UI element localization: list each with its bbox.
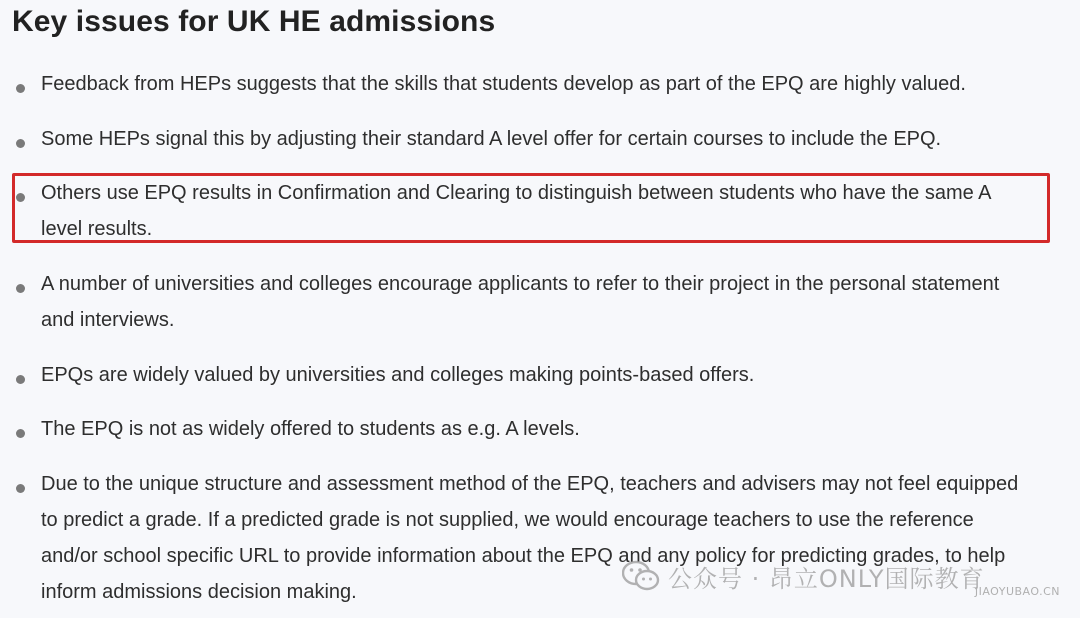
wechat-icon (622, 560, 660, 592)
list-item-text: A number of universities and colleges encourage applicants to refer to their project in the personal statement and interviews. (41, 273, 1000, 331)
bullet-icon (16, 84, 25, 93)
bullet-icon (16, 484, 25, 493)
bullet-icon (16, 429, 25, 438)
list-item-text: Due to the unique structure and assessment method of the EPQ, teachers and advisers may not feel equipped to predict a grade. If a predicted grade is not supplied, we would encourage teachers to use the reference and/or school specific URL to provide information about the EPQ and any policy for predicting grades, to help inform admissions decision making. (41, 473, 1019, 603)
list-item-text: The EPQ is not as widely offered to students as e.g. A levels. (41, 418, 580, 440)
page-title: Key issues for UK HE admissions (12, 5, 496, 38)
watermark-text: 公众号 · 昂立ONLY国际教育 (668, 564, 985, 593)
watermark-subtext: JIAOYUBAO.CN (974, 585, 1060, 598)
bullet-icon (16, 139, 25, 148)
bullet-icon (16, 375, 25, 384)
watermark (622, 556, 985, 596)
list-item-text: EPQs are widely valued by universities and colleges making points-based offers. (41, 364, 755, 386)
list-item-text: Feedback from HEPs suggests that the skills that students develop as part of the EPQ are highly valued. (41, 73, 966, 95)
bullet-icon (16, 284, 25, 293)
list-item-text: Some HEPs signal this by adjusting their standard A level offer for certain courses to include the EPQ. (41, 128, 942, 150)
list-item-text: Others use EPQ results in Confirmation and Clearing to distinguish between students who have the same A level results. (41, 182, 992, 240)
highlight-box (12, 173, 1050, 243)
